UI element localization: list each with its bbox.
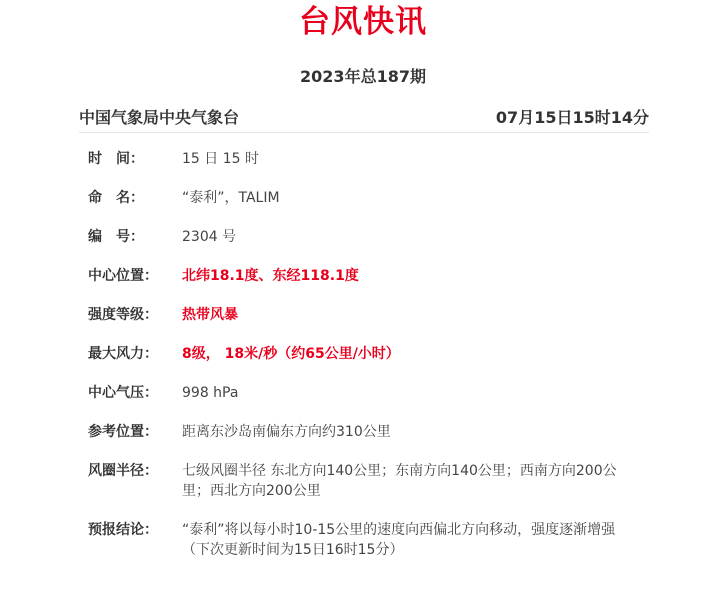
field-label: 风圈半径： — [88, 463, 158, 479]
field-label: 时 间： — [88, 151, 144, 167]
field-label: 中心气压： — [88, 385, 158, 401]
field-value: 距离东沙岛南偏东方向约310公里 — [182, 424, 391, 440]
field-value: “泰利”，TALIM — [182, 190, 280, 206]
field-value: 北纬18.1度、东经118.1度 — [182, 268, 359, 284]
field-value: 七级风圈半径 东北方向140公里；东南方向140公里；西南方向200公里；西北方向200公里 — [182, 463, 617, 499]
field-label: 中心位置： — [88, 268, 158, 284]
field-value: 998 hPa — [182, 385, 239, 401]
next-update-text: （下次更新时间为15日16时15分） — [182, 542, 404, 558]
forecast-text: “泰利”将以每小时10-15公里的速度向西偏北方向移动，强度逐渐增强 — [182, 522, 616, 538]
header-divider — [79, 132, 649, 133]
field-label: 最大风力： — [88, 346, 158, 362]
field-value: 热带风暴 — [182, 307, 238, 323]
issue-number: 2023年总187期 — [300, 67, 426, 86]
field-value: 2304 号 — [182, 229, 237, 245]
field-label: 编 号： — [88, 229, 144, 245]
field-label: 强度等级： — [88, 307, 158, 323]
field-label: 预报结论： — [88, 522, 158, 538]
field-label: 参考位置： — [88, 424, 158, 440]
field-value: 15 日 15 时 — [182, 151, 259, 167]
bulletin-header — [79, 106, 649, 130]
field-label: 命 名： — [88, 190, 144, 206]
field-value: 8级， 18米/秒（约65公里/小时） — [182, 346, 400, 362]
field-value — [182, 520, 637, 560]
bulletin-title: 台风快讯 — [299, 4, 427, 40]
agency-name: 中国气象局中央气象台 — [79, 108, 240, 127]
release-time: 07月15日15时14分 — [495, 108, 649, 127]
